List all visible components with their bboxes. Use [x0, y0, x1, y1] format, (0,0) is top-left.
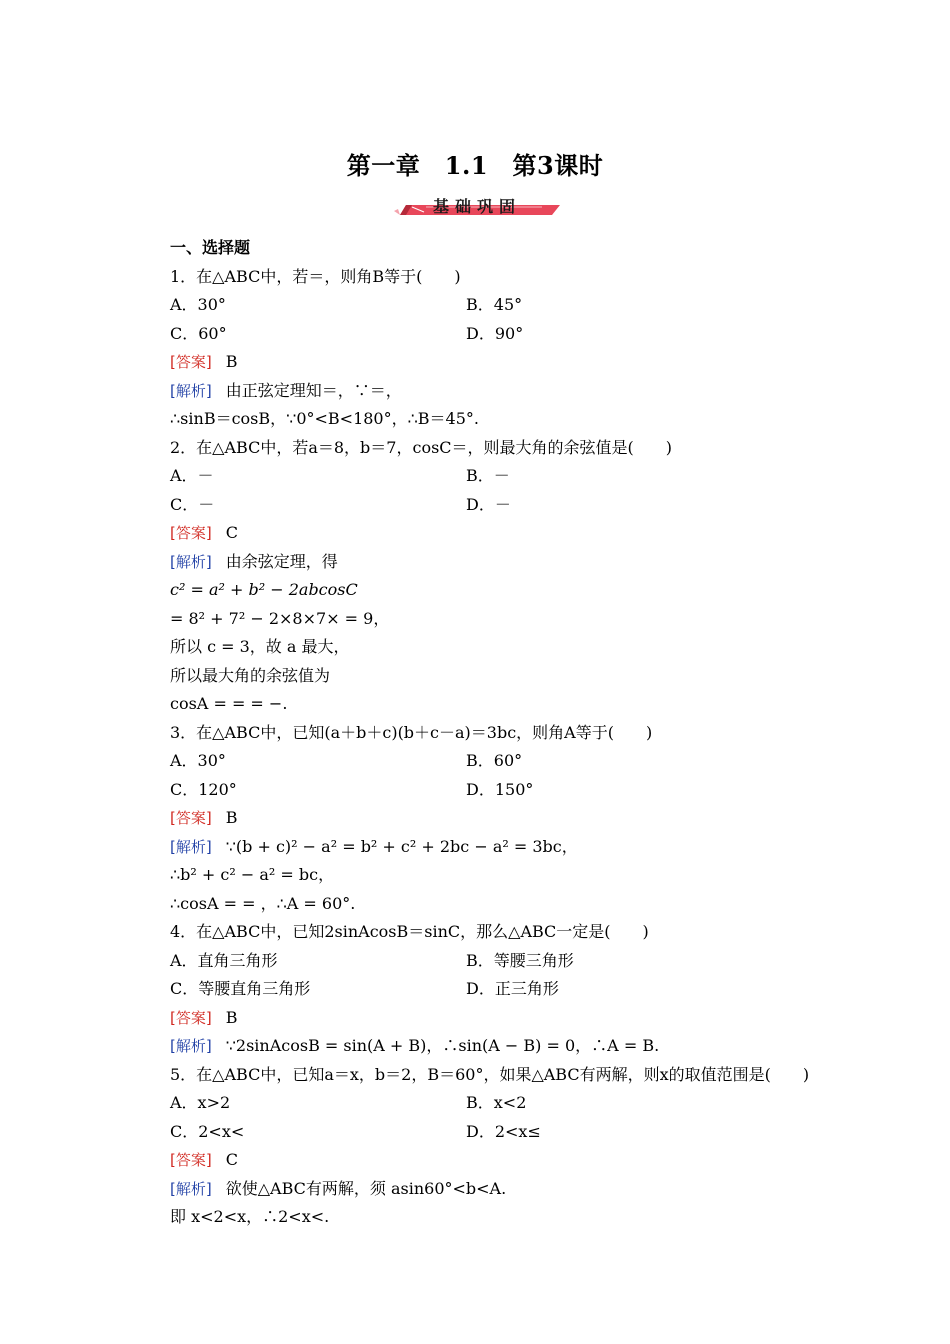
analysis-line: 即 x<2<x，∴2<x<. [170, 1207, 330, 1226]
option-b: B．－ [466, 466, 510, 485]
option-d: D．正三角形 [466, 979, 559, 998]
answer-tag: [答案] [170, 353, 212, 371]
analysis-line: cosA = = = −. [170, 694, 288, 713]
answer-tag: [答案] [170, 524, 212, 542]
question-4-answer [170, 1004, 830, 1033]
question-4-stem: 4．在△ABC中，已知2sinAcosB＝sinC，那么△ABC一定是( ) [170, 922, 649, 941]
document-body [170, 234, 830, 1232]
analysis-text: 欲使△ABC有两解，须 asin60°<b<A. [225, 1178, 507, 1198]
option-c: C．2<x< [170, 1121, 245, 1141]
analysis-tag: [解析] [170, 1179, 212, 1198]
option-c: C．120° [170, 779, 237, 799]
section-heading: 一、选择题 [170, 238, 251, 257]
option-d: D．－ [466, 494, 511, 514]
option-d: D．150° [466, 779, 534, 799]
question-4-analysis [170, 1032, 830, 1061]
question-5-options-cd [170, 1118, 830, 1147]
answer-value: C [225, 1150, 238, 1169]
analysis-text: ∵2sinAcosB = sin(A + B)，∴sin(A − B) = 0，∴A = B. [225, 1036, 660, 1055]
question-3-options-cd [170, 776, 830, 805]
analysis-text: 由余弦定理，得 [225, 551, 338, 571]
question-1-stem: 1．在△ABC中，若＝，则角B等于( ) [170, 266, 461, 286]
option-c: C．60° [170, 323, 227, 343]
answer-tag: [答案] [170, 1008, 212, 1027]
section-banner [392, 193, 562, 223]
option-b: B．45° [466, 295, 523, 314]
analysis-tag: [解析] [170, 1037, 212, 1055]
question-3-answer [170, 804, 830, 833]
answer-value: C [225, 523, 238, 542]
question-2-answer [170, 519, 830, 548]
analysis-text: 由正弦定理知＝，∵＝， [225, 380, 402, 400]
option-b: B．60° [466, 751, 523, 770]
question-5-options-ab [170, 1089, 830, 1118]
question-2-stem: 2．在△ABC中，若a＝8，b＝7，cosC＝，则最大角的余弦值是( ) [170, 437, 673, 457]
analysis-line: 所以最大角的余弦值为 [170, 665, 331, 685]
analysis-line: ∴cosA = = ，∴A = 60°. [170, 893, 356, 913]
question-5-analysis [170, 1175, 830, 1204]
analysis-text: ∵(b + c)² − a² = b² + c² + 2bc − a² = 3bc， [225, 836, 578, 856]
option-a: A．直角三角形 [170, 950, 278, 970]
analysis-line: ∴b² + c² − a² = bc， [170, 865, 335, 884]
option-a: A．x>2 [170, 1093, 231, 1112]
question-4-options-ab [170, 947, 830, 976]
question-4-options-cd [170, 975, 830, 1004]
option-a: A．30° [170, 295, 226, 314]
analysis-line: ∴sinB＝cosB，∵0°<B<180°，∴B＝45°. [170, 409, 479, 428]
analysis-line: = 8² + 7² − 2×8×7× = 9， [170, 608, 390, 628]
option-b: B．x<2 [466, 1093, 527, 1112]
answer-value: B [225, 352, 238, 371]
answer-tag: [答案] [170, 1151, 212, 1169]
question-3-options-ab [170, 747, 830, 776]
analysis-tag: [解析] [170, 381, 212, 400]
question-2-analysis [170, 548, 830, 577]
option-d: D．2<x≤ [466, 1121, 541, 1141]
question-1-options-cd [170, 320, 830, 349]
option-c: C．－ [170, 494, 215, 514]
option-a: A．－ [170, 466, 214, 485]
question-1-options-ab [170, 291, 830, 320]
question-1-analysis [170, 377, 830, 406]
option-c: C．等腰直角三角形 [170, 979, 311, 998]
analysis-line: c² = a² + b² − 2abcosC [170, 580, 358, 599]
page-title: 第一章 1.1 第3课时 [346, 151, 604, 180]
option-b: B．等腰三角形 [466, 950, 574, 970]
analysis-tag: [解析] [170, 552, 212, 571]
analysis-line: 所以 c = 3，故 a 最大， [170, 637, 350, 656]
answer-tag: [答案] [170, 809, 212, 827]
analysis-tag: [解析] [170, 837, 212, 856]
banner-label: 基础巩固 [432, 197, 521, 216]
question-2-options-ab [170, 462, 830, 491]
question-5-stem: 5．在△ABC中，已知a＝x，b＝2，B＝60°，如果△ABC有两解，则x的取值范围是( ) [170, 1064, 810, 1084]
question-1-answer [170, 348, 830, 377]
answer-value: B [225, 808, 238, 827]
question-2-options-cd [170, 491, 830, 520]
option-a: A．30° [170, 751, 226, 770]
question-3-stem: 3．在△ABC中，已知(a＋b＋c)(b＋c－a)＝3bc，则角A等于( ) [170, 722, 653, 742]
answer-value: B [225, 1007, 238, 1027]
question-3-analysis [170, 833, 830, 862]
option-d: D．90° [466, 323, 524, 343]
question-5-answer [170, 1146, 830, 1175]
